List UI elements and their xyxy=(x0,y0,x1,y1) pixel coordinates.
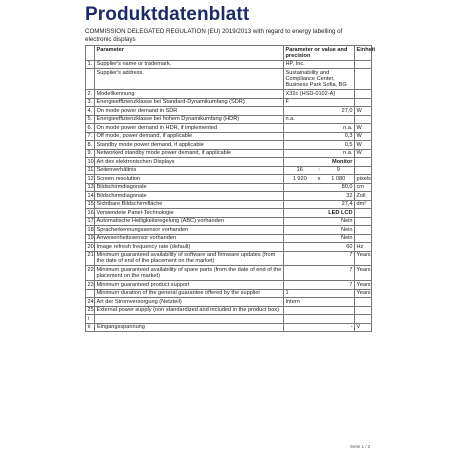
row-number: 25. xyxy=(87,307,96,314)
row-value: Nein xyxy=(284,234,355,242)
row-value: Nein xyxy=(284,226,355,234)
table-row xyxy=(86,124,372,132)
row-unit: W xyxy=(355,141,372,149)
row-value: Nein xyxy=(284,217,355,225)
row-unit xyxy=(355,69,372,90)
row-value: X32c (HSD-0102-A) xyxy=(284,90,355,98)
row-number: 13. xyxy=(87,184,96,191)
row-number: 9. xyxy=(86,149,95,157)
row-parameter: On mode power demand in HDR, if implemented xyxy=(95,124,284,132)
row-value: Monitor xyxy=(284,158,355,166)
row-unit: Zoll xyxy=(355,192,372,200)
row-parameter: Seitenverhältnis xyxy=(95,166,284,174)
row-unit xyxy=(355,217,372,225)
row-unit xyxy=(355,60,372,68)
row-value: n.a. xyxy=(284,115,355,123)
row-number: 3. xyxy=(86,98,95,106)
subrow-parameter: Eingangsspannung xyxy=(95,323,284,331)
row-unit xyxy=(355,209,372,217)
row-value xyxy=(284,166,355,174)
row-number: 24. xyxy=(87,298,96,305)
table-row xyxy=(86,98,372,106)
row-parameter: Screen resolution xyxy=(95,175,284,183)
row-parameter: Spracherkennungssensor vorhanden xyxy=(95,226,284,234)
row-parameter: Verwendete Panel-Technologie xyxy=(95,209,284,217)
row-number: 1. xyxy=(86,60,95,68)
row-value xyxy=(284,306,355,314)
row-parameter: On mode power demand in SDR xyxy=(95,107,284,115)
row-unit: W xyxy=(355,124,372,132)
row-unit xyxy=(355,226,372,234)
row-number: 5. xyxy=(86,115,95,123)
table-row xyxy=(86,158,372,166)
row-parameter: Image refresh frequency rate (default) xyxy=(95,243,284,251)
subrow-parameter xyxy=(95,315,284,323)
table-row xyxy=(86,107,372,115)
row-value: F xyxy=(284,98,355,106)
row-unit xyxy=(355,234,372,242)
resolution-value xyxy=(286,176,353,182)
row-value: 27,0 xyxy=(284,107,355,115)
parameter-table xyxy=(85,45,376,332)
table-row xyxy=(86,115,372,123)
row-number: 21. xyxy=(86,251,95,266)
row-unit: pixels xyxy=(356,175,371,182)
row-number: 12. xyxy=(87,175,96,182)
row-number: 19. xyxy=(87,235,96,242)
row-value: n.a. xyxy=(284,149,355,157)
table-row xyxy=(86,175,372,183)
row-parameter: Art des elektronischen Displays xyxy=(95,158,284,166)
row-number: 14. xyxy=(87,192,96,199)
resolution-height: 1 080 xyxy=(331,175,346,182)
row-value: 0,3 xyxy=(284,132,355,140)
row-unit xyxy=(355,158,372,166)
table-row xyxy=(86,243,372,251)
row-number: 15. xyxy=(87,201,96,208)
row-value: Sustainability and Compliance Center, Business Park Sofia, BG xyxy=(284,69,355,90)
row-number: 18. xyxy=(87,226,96,233)
row-value: 27,4 xyxy=(284,200,355,208)
row-value: 32 xyxy=(284,192,355,200)
row-unit: Years xyxy=(356,290,371,297)
row-parameter: Art der Stromversorgung (Netzteil) xyxy=(95,298,284,306)
row-value: 7 xyxy=(284,251,355,266)
subrow-index: ii xyxy=(86,323,95,331)
row-value: 80,0 xyxy=(284,183,355,191)
table-row xyxy=(86,60,372,68)
row-number: 16. xyxy=(87,209,96,216)
row-parameter: Supplier's address. xyxy=(95,69,284,90)
row-parameter: Minimum guaranteed product support xyxy=(95,281,284,289)
header-unit: Einheit xyxy=(355,46,372,61)
row-parameter: Supplier's name or trademark. xyxy=(95,60,284,68)
page-title: Produktdatenblatt xyxy=(85,4,250,25)
resolution-separator: x xyxy=(317,175,321,182)
table-row xyxy=(86,298,372,306)
row-value: 60 xyxy=(284,243,355,251)
row-parameter: Networked standby mode power demand, if applicable xyxy=(95,149,284,157)
table-row xyxy=(86,234,372,242)
table-header-row xyxy=(86,46,372,61)
table-row xyxy=(86,209,372,217)
row-value: 7 xyxy=(284,281,355,289)
row-unit: W xyxy=(355,132,372,140)
row-unit: dm² xyxy=(355,200,372,208)
row-number xyxy=(86,289,95,297)
row-parameter: Anwesenheitssensor vorhanden xyxy=(95,234,284,242)
subrow-unit: V xyxy=(355,323,372,331)
row-value: 0,5 xyxy=(284,141,355,149)
row-parameter: External power supply (non standardized and included in the product box) xyxy=(95,306,284,314)
row-number: 23. xyxy=(87,281,96,288)
row-parameter: Minimum guaranteed availability of spare parts (from the date of end of the placement on the market) xyxy=(95,266,284,281)
row-unit xyxy=(355,298,372,306)
row-parameter: Off mode, power demand, if applicable xyxy=(95,132,284,140)
header-parameter: Parameter xyxy=(95,46,284,61)
row-parameter: Energieeffizienzklasse bei Standard-Dynamikumfang (SDR) xyxy=(95,98,284,106)
row-number: 17. xyxy=(87,218,96,225)
row-unit xyxy=(355,115,372,123)
row-number: 7. xyxy=(86,132,95,140)
row-number: 4. xyxy=(86,107,95,115)
row-unit xyxy=(355,98,372,106)
row-value: Intern xyxy=(284,298,355,306)
row-number: 22. xyxy=(86,266,95,281)
subrow-value xyxy=(284,315,355,323)
row-number: 6. xyxy=(86,124,95,132)
row-parameter: Modellkennung xyxy=(95,90,284,98)
row-unit: W xyxy=(355,107,372,115)
row-parameter: Energieeffizienzklasse bei hohem Dynamikumfang (HDR) xyxy=(95,115,284,123)
table-row xyxy=(86,251,372,266)
table-row xyxy=(86,281,372,289)
table-row xyxy=(86,266,372,281)
row-unit xyxy=(355,306,372,314)
row-value xyxy=(284,175,355,183)
row-parameter: Minimum duration of the general guarantee offered by the supplier xyxy=(95,289,284,297)
row-unit: cm xyxy=(355,183,372,191)
regulation-text: COMMISSION DELEGATED REGULATION (EU) 2019/2013 with regard to energy labelling of electronic displays xyxy=(85,28,343,43)
table-subrow xyxy=(86,323,372,331)
subrow-value: - xyxy=(284,323,355,331)
row-parameter: Automatische Helligkeitsregelung (ABC) vorhanden xyxy=(95,217,284,225)
row-number: 8. xyxy=(86,141,95,149)
row-number: 11. xyxy=(87,167,95,174)
row-unit: Years xyxy=(355,266,372,281)
table-row xyxy=(86,306,372,314)
table-row xyxy=(86,90,372,98)
table-row xyxy=(86,149,372,157)
table-row xyxy=(86,226,372,234)
row-value: LED LCD xyxy=(284,209,355,217)
row-number: 20. xyxy=(87,243,96,250)
table-row xyxy=(86,192,372,200)
row-value: 1 xyxy=(284,289,355,297)
row-unit: Hz xyxy=(355,243,372,251)
table-row xyxy=(86,200,372,208)
row-parameter: Minimum guaranteed availability of software and firmware updates (from the date of end of the placement on the market) xyxy=(95,251,284,266)
row-value: n.a. xyxy=(284,124,355,132)
row-number: 2. xyxy=(86,90,95,98)
table-row xyxy=(86,141,372,149)
resolution-width: 1 920 xyxy=(292,175,307,182)
subrow-index: i xyxy=(86,315,95,323)
row-unit: W xyxy=(355,149,372,157)
table-row xyxy=(86,69,372,90)
row-number xyxy=(86,69,95,90)
row-unit xyxy=(355,90,372,98)
aspect-separator: : xyxy=(318,167,320,174)
row-value: 7 xyxy=(284,266,355,281)
table-row xyxy=(86,166,372,174)
row-unit: Years xyxy=(356,281,371,288)
table-row xyxy=(86,132,372,140)
page-number: Seite 1 / 2 xyxy=(350,444,371,449)
row-parameter: Bildschirmdiagonale xyxy=(95,192,284,200)
subrow-unit xyxy=(355,315,372,323)
row-parameter: Bildschirmdiagonale xyxy=(95,183,284,191)
header-number xyxy=(86,46,95,61)
aspect-ratio-value xyxy=(286,167,353,173)
row-unit xyxy=(355,166,372,174)
aspect-width: 16 xyxy=(296,167,303,174)
header-value: Parameter or value and precision xyxy=(284,46,355,61)
table-row xyxy=(86,183,372,191)
table-row xyxy=(86,289,372,297)
aspect-height: 9 xyxy=(336,167,340,174)
row-number: 10. xyxy=(87,158,96,165)
row-value: HP, Inc. xyxy=(284,60,355,68)
table-subrow xyxy=(86,315,372,323)
row-unit: Years xyxy=(355,251,372,266)
table-row xyxy=(86,217,372,225)
row-parameter: Standby mode power demand, if applicable xyxy=(95,141,284,149)
row-parameter: Sichtbare Bildschirmfläche xyxy=(95,200,284,208)
